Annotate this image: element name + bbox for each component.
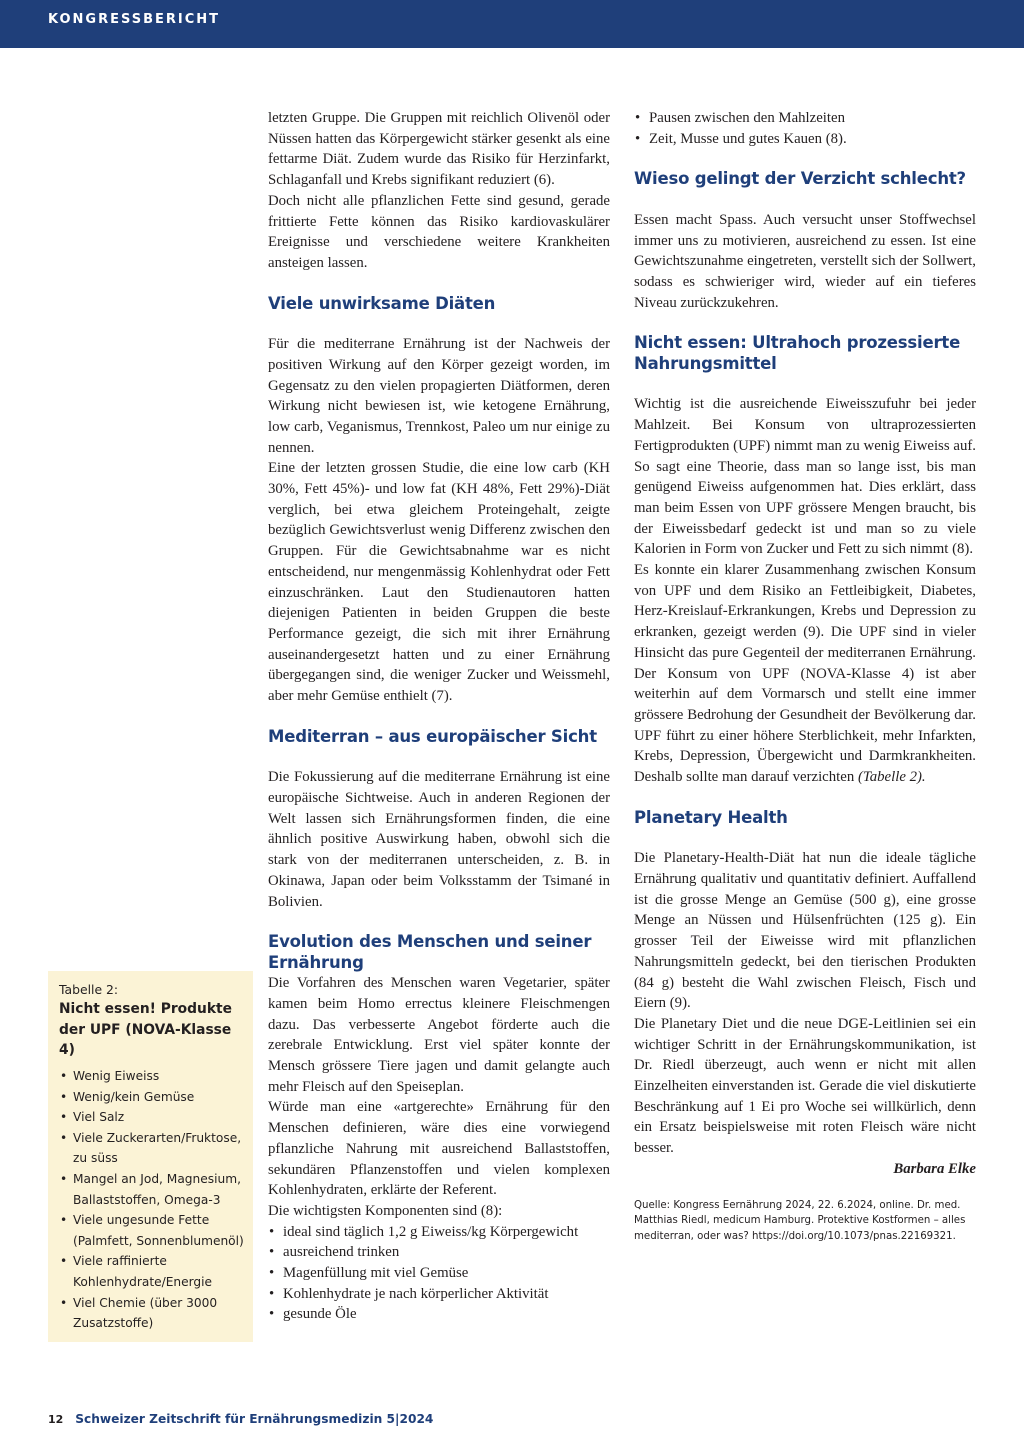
list-item: • Zeit, Musse und gutes Kauen (8). [634,129,976,150]
components-list-continued [634,108,976,149]
journal-title: Schweizer Zeitschrift für Ernährungsmedizin 5|2024 [75,1412,434,1426]
list-item: • Pausen zwischen den Mahlzeiten [634,108,976,129]
section-heading: Evolution des Menschen und seiner Ernährung [268,932,592,972]
list-item: • Viele raffinierte Kohlenhydrate/Energie [59,1251,247,1292]
list-item: • Mangel an Jod, Magnesium, Ballaststoffen, Omega-3 [59,1169,247,1210]
paragraph: letzten Gruppe. Die Gruppen mit reichlich Olivenöl oder Nüssen hatten das Körpergewicht stärker gesenkt als eine fettarme Diät. Zudem wurde das Risiko für Herzinfarkt, Schlaganfall und Krebs signifikant reduziert (6). [268,110,610,189]
paragraph: Die wichtigsten Komponenten sind (8): [268,1202,503,1219]
section-heading: Nicht essen: Ultrahoch prozessierte Nahrungsmittel [634,333,961,373]
table-sidebox [48,971,253,1342]
section-header-bar [0,0,1024,48]
list-item: • Wenig Eiweiss [59,1066,247,1087]
paragraph: Die Planetary-Health-Diät hat nun die ideale tägliche Ernährung qualitativ und quantitativ definiert. Auffallend ist die grosse Menge an Gemüse (500 g), eine grosse Menge an Nüssen und Hülsenfrüchten (125 g). Ein grosser Teil der Eiweisse wird mit pflanzlichen Nahrungsmitteln gedeckt, bei den tierischen Produkten (84 g) besteht die Wahl zwischen Fleisch, Fisch und Eiern (9). [634,850,976,1012]
list-item: • Viel Chemie (über 3000 Zusatzstoffe) [59,1293,247,1334]
upf-list [59,1066,247,1334]
list-item: • ausreichend trinken [268,1242,610,1263]
paragraph: Würde man eine «artgerechte» Ernährung für den Menschen definieren, wäre dies eine vorwiegend pflanzliche Nahrung mit ausreichend Ballaststoffen, sekundären Pflanzenstoffen und vielen komplexen Kohlenhydraten, erklärte der Referent. [268,1099,610,1199]
list-item: • Viele Zuckerarten/Fruktose, zu süss [59,1128,247,1169]
paragraph: Die Vorfahren des Menschen waren Vegetarier, später kamen beim Homo errectus kleinere Fleischmengen dazu. Das verbesserte Angebot förderte auch die zerebrale Entwicklung. Erst viel später konnte der Mensch grössere Tiere jagen und damit gelangte auch mehr Fleisch auf den Speiseplan. [268,975,610,1095]
list-item: • Wenig/kein Gemüse [59,1087,247,1108]
paragraph: Doch nicht alle pflanzlichen Fette sind gesund, gerade frittierte Fette können das Risiko kardiovaskulärer Ereignisse und verschiedene weitere Krankheiten ansteigen lassen. [268,192,610,271]
table-reference: (Tabelle 2). [857,769,926,786]
paragraph: Eine der letzten grossen Studie, die eine low carb (KH 30%, Fett 45%)- und low fat (KH 48%, Fett 29%)-Diät verglich, bei etwa gleichem Proteingehalt, zeigte bezüglich Gewichtsverlust wenig Differenz zwischen den Gruppen. Für die Gewichtsabnahme war es nicht entscheidend, nur mengenmässig Kohlenhydrat oder Fett einzuschränken. Laut den Studienautoren hatten diejenigen Patienten in beiden Gruppen die beste Performance gezeigt, die sich mit ihrer Ernährung auseinandergesetzt hatten und zu einer Ernährung übergegangen sind, die weniger Zucker und Weissmehl, aber mehr Gemüse enthielt (7). [268,460,610,705]
section-label: KONGRESSBERICHT [48,12,221,27]
list-item: • Viel Salz [59,1107,247,1128]
list-item: • ideal sind täglich 1,2 g Eiweiss/kg Körpergewicht [268,1222,610,1243]
list-item: • Magenfüllung mit viel Gemüse [268,1263,610,1284]
paragraph [634,560,976,788]
article-column-middle [268,108,610,1325]
paragraph: Die Planetary Diet und die neue DGE-Leitlinien sei ein wichtiger Schritt in der Ernährungskommunikation, ist Dr. Riedl überzeugt, auch wenn er nicht mit allen Einzelheiten einverstanden ist. Gerade die viel diskutierte Beschränkung auf 1 Ei pro Woche sei willkürlich, denn ein Ersatz beispielsweise mit roten Fleisch wäre nicht besser. [634,1015,976,1157]
table-label: Tabelle 2: [59,982,119,997]
article-column-right [634,108,976,1244]
source-note: Quelle: Kongress Eernährung 2024, 22. 6.2024, online. Dr. med. Matthias Riedl, medicum Hamburg. Protektive Kostformen – alles mediterran, oder was? https://doi.org/10.1073/pnas.22169321. [634,1199,966,1242]
list-item: • Kohlenhydrate je nach körperlicher Aktivität [268,1284,610,1305]
paragraph: Für die mediterrane Ernährung ist der Nachweis der positiven Wirkung auf den Körper gezeigt worden, im Gegensatz zu den vielen propagierten Diätformen, deren Wirkung nicht bewiesen ist, wie ketogene Ernährung, low carb, Veganismus, Trennkost, Paleo um nur einige zu nennen. [268,336,610,456]
section-heading: Wieso gelingt der Verzicht schlecht? [634,169,966,189]
section-heading: Planetary Health [634,807,788,827]
paragraph-text: Es konnte ein klarer Zusammenhang zwischen Konsum von UPF und dem Risiko an Fettleibigkeit, Diabetes, Herz-Kreislauf-Erkrankungen, Krebs und Depression zu erkranken, gezeigt werden (9). Die UPF sind in vieler Hinsicht das pure Gegenteil der mediterranen Ernährung. Der Konsum von UPF (NOVA-Klasse 4) ist aber weiterhin auf dem Vormarsch und stellt eine immer grössere Bedrohung der Gesundheit der Bevölkerung dar. UPF führt zu einer höhere Sterblichkeit, mehr Infarkten, Krebs, Depression, Übergewicht und Darmkrankheiten. Deshalb sollte man darauf verzichten [634,562,976,786]
section-heading: Viele unwirksame Diäten [268,293,496,313]
section-heading: Mediterran – aus europäischer Sicht [268,726,597,746]
paragraph: Wichtig ist die ausreichende Eiweisszufuhr bei jeder Mahlzeit. Bei Konsum von ultraprozessierten Fertigprodukten (UPF) nimmt man zu wenig Eiweiss auf. So sagt eine Theorie, dass man so lange isst, bis man genügend Eiweiss aufgenommen hat. Dies erklärt, dass man beim Essen von UPF grössere Mengen braucht, bis der Eiweissbedarf gedeckt ist und man so zu viele Kalorien in Form von Zucker und Fett zu sich nimmt (8). [634,396,976,558]
table-title: Nicht essen! Produkte der UPF (NOVA-Klasse 4) [59,1001,232,1058]
page-footer [48,1412,433,1426]
paragraph: Die Fokussierung auf die mediterrane Ernährung ist eine europäische Sichtweise. Auch in anderen Regionen der Welt lassen sich Ernährungsformen finden, die eine ähnlich positive Auswirkung haben, obwohl sich die stark von der mediterranen unterscheiden, z. B. in Okinawa, Japan oder beim Volksstamm der Tsimané in Bolivien. [268,769,610,910]
list-item: • Viele ungesunde Fette (Palmfett, Sonnenblumenöl) [59,1210,247,1251]
components-list [268,1222,610,1326]
author-name: Barbara Elke [893,1160,976,1177]
page-number: 12 [48,1413,64,1426]
list-item: • gesunde Öle [268,1304,610,1325]
paragraph: Essen macht Spass. Auch versucht unser Stoffwechsel immer uns zu motivieren, ausreichend zu essen. Ist eine Gewichtszunahme eingetreten, verstellt sich der Sollwert, sodass es schwieriger wird, wieder auf ein tieferes Niveau zurückzukehren. [634,211,976,311]
